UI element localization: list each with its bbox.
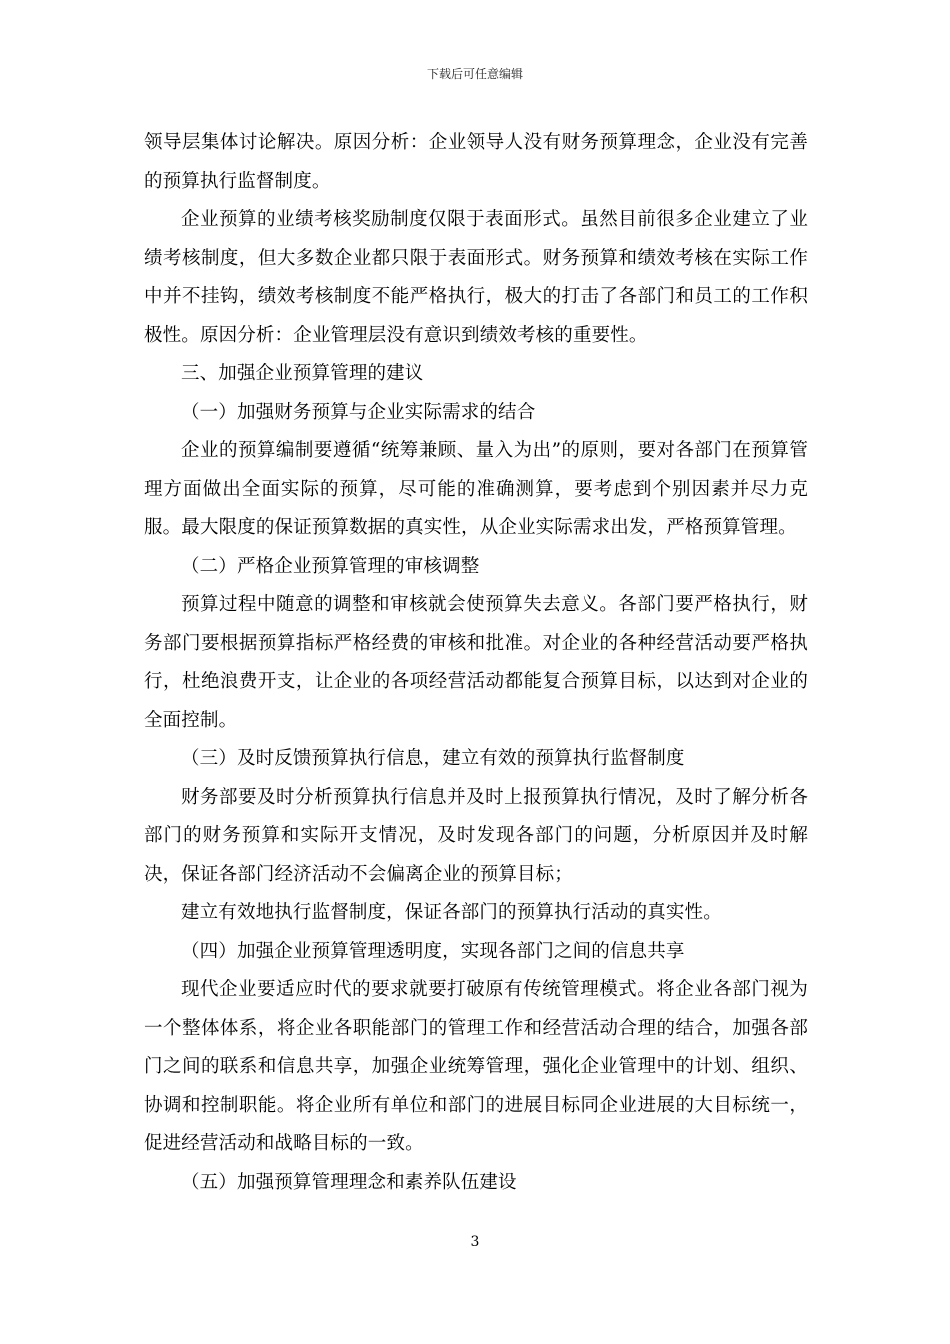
paragraph: 现代企业要适应时代的要求就要打破原有传统管理模式。将企业各部门视为一个整体体系，将企业各职能部门的管理工作和经营活动合理的结合，加强各部门之间的联系和信息共享，加强企业统筹管理，强化企业管理中的计划、组织、协调和控制职能。将企业所有单位和部门的进展目标同企业进展的大目标统一，促进经营活动和战略目标的一致。 bbox=[144, 979, 808, 1154]
subsection-heading: （五）加强预算管理理念和素养队伍建设 bbox=[181, 1171, 517, 1193]
paragraph-continuation: 领导层集体讨论解决。原因分析：企业领导人没有财务预算理念，企业没有完善的预算执行监督制度。 bbox=[144, 132, 808, 192]
section-heading: 三、加强企业预算管理的建议 bbox=[181, 363, 424, 384]
paragraph: 财务部要及时分析预算执行信息并及时上报预算执行情况，及时了解分析各部门的财务预算和实际开支情况，及时发现各部门的问题，分析原因并及时解决，保证各部门经济活动不会偏离企业的预算目标； bbox=[144, 786, 808, 885]
paragraph: 建立有效地执行监督制度，保证各部门的预算执行活动的真实性。 bbox=[181, 902, 722, 923]
subsection-heading: （一）加强财务预算与企业实际需求的结合 bbox=[181, 401, 536, 423]
subsection-heading: （四）加强企业预算管理透明度，实现各部门之间的信息共享 bbox=[181, 940, 685, 962]
subsection-heading: （三）及时反馈预算执行信息，建立有效的预算执行监督制度 bbox=[181, 748, 685, 769]
document-body bbox=[144, 124, 808, 1202]
paragraph: 企业预算的业绩考核奖励制度仅限于表面形式。虽然目前很多企业建立了业绩考核制度，但大多数企业都只限于表面形式。财务预算和绩效考核在实际工作中并不挂钩，绩效考核制度不能严格执行，极大的打击了各部门和员工的工作积极性。原因分析：企业管理层没有意识到绩效考核的重要性。 bbox=[144, 209, 808, 346]
subsection-heading: （二）严格企业预算管理的审核调整 bbox=[181, 555, 480, 577]
paragraph: 预算过程中随意的调整和审核就会使预算失去意义。各部门要严格执行，财务部门要根据预算指标严格经费的审核和批准。对企业的各种经营活动要严格执行，杜绝浪费开支，让企业的各项经营活动都能复合预算目标，以达到对企业的全面控制。 bbox=[144, 594, 808, 731]
page-number: 3 bbox=[470, 1234, 480, 1250]
page-header: 下载后可任意编辑 bbox=[426, 67, 523, 81]
paragraph: 企业的预算编制要遵循“统筹兼顾、量入为出”的原则，要对各部门在预算管理方面做出全面实际的预算，尽可能的准确测算，要考虑到个别因素并尽力克服。最大限度的保证预算数据的真实性，从企业实际需求出发，严格预算管理。 bbox=[144, 440, 808, 538]
